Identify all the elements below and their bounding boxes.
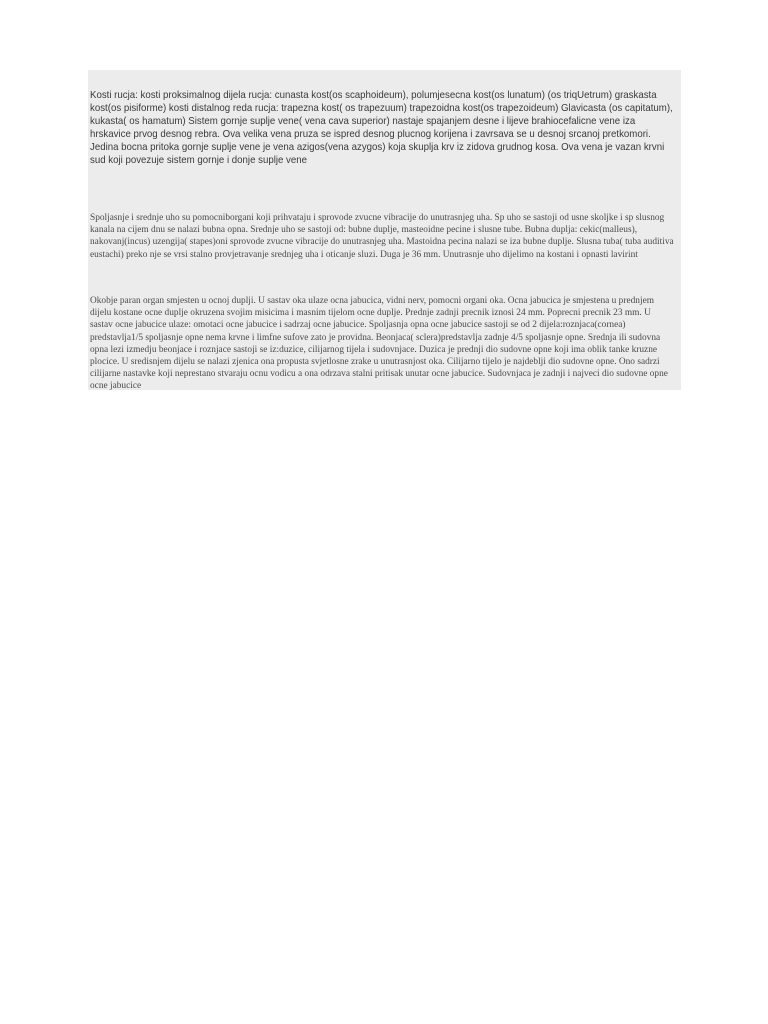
paragraph-bones-and-veins: Kosti rucja: kosti proksimalnog dijela rucja: cunasta kost(os scaphoideum), polumjesecna kost(os lunatum) (os triqUetrum) graskasta kost(os pisiforme) kosti distalnog reda rucja: trapezna kost( os trapezuum) trapezoidna kost(os trapezoideum) Glavicasta (os capitatum), kukasta( os hamatum) Sistem gornje suplje vene( vena cava superior) nastaje spajanjem desne i lijeve brahiocefalicne vene iza hrskavice prvog desnog rebra. Ova velika vena pruza se ispred desnog plucnog korijena i zavrsava se u desnoj srcanoj pretkomori. Jedina bocna pritoka gornje suplje vene je vena azigos(vena azygos) koja skuplja krv iz zidova grudnog kosa. Ova vena je vazan krvni sud koji povezuje sistem gornje i donje suplje vene <box>90 90 673 166</box>
paragraph-ear: Spoljasnje i srednje uho su pomocniborgani koji prihvataju i sprovode zvucne vibracije do unutrasnjeg uha. Sp uho se sastoji od usne skoljke i sp slusnog kanala na cijem dnu se nalazi bubna opna. Srednje uho se sastoji od: bubne duplje, masteoidne pecine i slusne tube. Bubna duplja: cekic(malleus), nakovanj(incus) uzengija( stapes)oni sprovode zvucne vibracije do unutrasnjeg uha. Mastoidna pecina nalazi se iza bubne duplje. Slusna tuba( tuba auditiva eustachi) preko nje se vrsi stalno provjetravanje srednjeg uha i oticanje sluzi. Duga je 36 mm. Unutrasnje uho dijelimo na kostani i opnasti lavirint <box>90 212 674 260</box>
paragraph-eye: Okobje paran organ smjesten u ocnoj duplji. U sastav oka ulaze ocna jabucica, vidni nerv, pomocni organi oka. Ocna jabucica je smjestena u prednjem dijelu kostane ocne duplje okruzena svojim misicima i masnim tijelom ocne duplje. Prednje zadnji precnik iznosi 24 mm. Poprecni precnik 23 mm. U sastav ocne jabucice ulaze: omotaci ocne jabucice i sadrzaj ocne jabucice. Spoljasnja opna ocne jabucice sastoji se od 2 dijela:roznjaca(cornea) predstavlja1/5 spoljasnje opne nema krvne i limfne sufove zato je providna. Beonjaca( sclera)predstavlja zadnje 4/5 spoljasnje opne. Srednja ili sudovna opna lezi izmedju beonjace i roznjace sastoji se iz:duzice, cilijarnog tijela i sudovnjace. Duzica je prednji dio sudovne opne koji ima oblik tanke kruzne plocice. U sredisnjem dijelu se nalazi zjenica ona propusta svjetlosne zrake u unutrasnjost oka. Cilijarno tijelo je najdeblji dio sudovne opne. Ono sadrzi cilijarne nastavke koji neprestano stvaraju ocnu vodicu a ona odrzava stalni pritisak unutar ocne jabucice. Sudovnjaca je zadnji i najveci dio sudovne opne ocne jabucice <box>90 295 668 392</box>
document-text-block <box>88 70 681 390</box>
